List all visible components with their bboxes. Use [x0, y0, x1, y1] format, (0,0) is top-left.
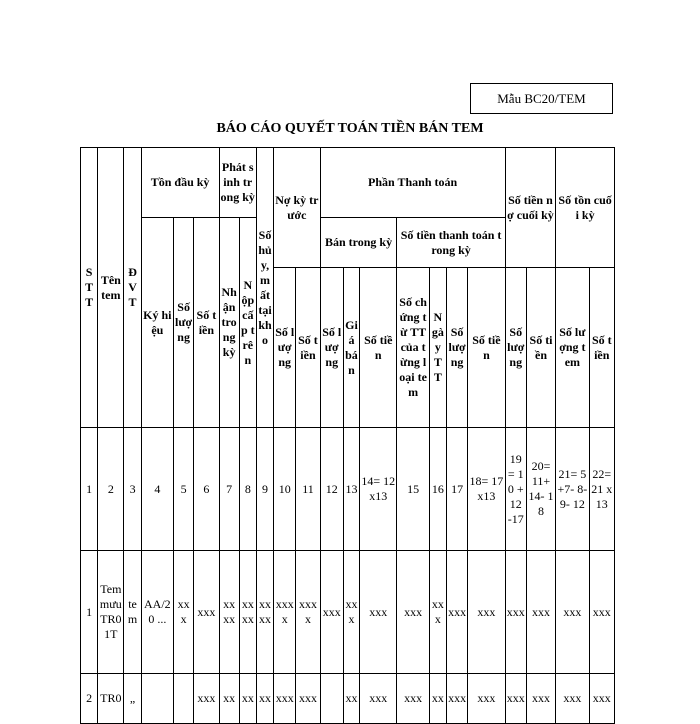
- header-so-tien-no: Số tiền nợ cuối kỳ: [505, 148, 556, 268]
- index-cell: 15: [397, 428, 429, 551]
- table-cell: xxx: [556, 674, 589, 724]
- header-so-luong: Số lượng: [320, 268, 343, 428]
- table-cell: xxx: [397, 674, 429, 724]
- header-so-chung-tu: Số chứng từ TT của từng loại tem: [397, 268, 429, 428]
- table-cell: xxx: [360, 674, 397, 724]
- table-cell: xxxx: [274, 551, 296, 674]
- header-so-luong: Số lượng: [505, 268, 526, 428]
- index-cell: 4: [141, 428, 173, 551]
- table-cell: xxx: [468, 551, 505, 674]
- table-cell: xxx: [174, 551, 194, 674]
- table-cell: xxx: [526, 551, 555, 674]
- header-so-ton: Số tồn cuối kỳ: [556, 148, 615, 268]
- index-cell: 9: [256, 428, 273, 551]
- table-cell: xxx: [194, 551, 219, 674]
- table-row: [81, 551, 615, 674]
- index-cell: 3: [124, 428, 141, 551]
- table-cell: xxx: [505, 551, 526, 674]
- index-cell: 5: [174, 428, 194, 551]
- table-cell: TR0: [98, 674, 124, 724]
- table-cell: AA/20 ...: [141, 551, 173, 674]
- header-so-luong: Số lượng: [174, 218, 194, 428]
- header-so-tien: Số tiền: [526, 268, 555, 428]
- index-cell: 14= 12x13: [360, 428, 397, 551]
- table-cell: xxxx: [239, 551, 256, 674]
- table-cell: xx: [256, 674, 273, 724]
- header-nhan-trong-ky: Nhận trong kỳ: [219, 218, 239, 428]
- header-no-ky-truoc: Nợ kỳ trước: [274, 148, 321, 268]
- table-cell: „: [124, 674, 141, 724]
- header-ky-hieu: Ký hiệu: [141, 218, 173, 428]
- table-cell: xxx: [343, 551, 359, 674]
- table-cell: 2: [81, 674, 98, 724]
- table-cell: xxxx: [219, 551, 239, 674]
- table-cell: Tem mưu TR01T: [98, 551, 124, 674]
- index-cell: 20= 11+ 14- 18: [526, 428, 555, 551]
- header-so-tien: Số tiền: [468, 268, 505, 428]
- index-cell: 16: [429, 428, 446, 551]
- table-cell: xxx: [397, 551, 429, 674]
- index-cell: 2: [98, 428, 124, 551]
- header-ngay-tt: Ngày TT: [429, 268, 446, 428]
- table-cell: 1: [81, 551, 98, 674]
- table-cell: xx: [219, 674, 239, 724]
- form-code: Mẫu BC20/TEM: [497, 90, 586, 106]
- column-index-row: [81, 428, 615, 551]
- table-cell: xxx: [589, 551, 614, 674]
- header-so-luong: Số lượng: [446, 268, 467, 428]
- table-cell: xxx: [429, 551, 446, 674]
- table-cell: xx: [429, 674, 446, 724]
- header-dvt: ĐVT: [124, 148, 141, 428]
- index-cell: 6: [194, 428, 219, 551]
- table-cell: xxx: [556, 551, 589, 674]
- index-cell: 13: [343, 428, 359, 551]
- table-cell: xxx: [320, 551, 343, 674]
- index-cell: 10: [274, 428, 296, 551]
- settlement-table: [80, 147, 615, 724]
- table-cell: xx: [343, 674, 359, 724]
- table-cell: xxx: [194, 674, 219, 724]
- form-code-box: [470, 83, 613, 114]
- header-so-tien: Số tiền: [296, 268, 320, 428]
- table-cell: xxx: [446, 551, 467, 674]
- header-phat-sinh: Phát sinh trong kỳ: [219, 148, 256, 218]
- table-cell: xxxx: [256, 551, 273, 674]
- table-cell: xxx: [589, 674, 614, 724]
- header-gia-ban: Giá bán: [343, 268, 359, 428]
- header-ton-dau-ky: Tồn đầu kỳ: [141, 148, 219, 218]
- header-so-luong: Số lượng: [274, 268, 296, 428]
- header-so-huy: Số hủy, mất tại kho: [256, 148, 273, 428]
- table-cell: xxx: [505, 674, 526, 724]
- table-cell: [320, 674, 343, 724]
- table-cell: tem: [124, 551, 141, 674]
- table-cell: [141, 674, 173, 724]
- table-cell: xxxx: [296, 551, 320, 674]
- header-stt: STT: [81, 148, 98, 428]
- table-cell: xxx: [274, 674, 296, 724]
- table-cell: xx: [239, 674, 256, 724]
- header-so-tien-tt: Số tiền thanh toán trong kỳ: [397, 218, 505, 268]
- header-so-tien: Số tiền: [194, 218, 219, 428]
- index-cell: 7: [219, 428, 239, 551]
- table-row: [81, 674, 615, 724]
- header-so-tien: Số tiền: [589, 268, 614, 428]
- header-ban-trong-ky: Bán trong kỳ: [320, 218, 397, 268]
- index-cell: 21= 5+7- 8-9- 12: [556, 428, 589, 551]
- table-cell: xxx: [296, 674, 320, 724]
- index-cell: 19 = 10 +12 -17: [505, 428, 526, 551]
- index-cell: 8: [239, 428, 256, 551]
- header-phan-thanh-toan: Phần Thanh toán: [320, 148, 505, 218]
- index-cell: 22= 21 x13: [589, 428, 614, 551]
- index-cell: 11: [296, 428, 320, 551]
- index-cell: 18= 17x13: [468, 428, 505, 551]
- index-cell: 12: [320, 428, 343, 551]
- index-cell: 1: [81, 428, 98, 551]
- table-cell: xxx: [360, 551, 397, 674]
- table-cell: xxx: [446, 674, 467, 724]
- table-cell: xxx: [468, 674, 505, 724]
- table-cell: [174, 674, 194, 724]
- index-cell: 17: [446, 428, 467, 551]
- header-ten-tem: Tên tem: [98, 148, 124, 428]
- header-nop-cap-tren: Nộp cấp trên: [239, 218, 256, 428]
- report-title: BÁO CÁO QUYẾT TOÁN TIỀN BÁN TEM: [216, 121, 484, 136]
- header-so-luong-tem: Số lượng tem: [556, 268, 589, 428]
- header-so-tien: Số tiền: [360, 268, 397, 428]
- table-cell: xxx: [526, 674, 555, 724]
